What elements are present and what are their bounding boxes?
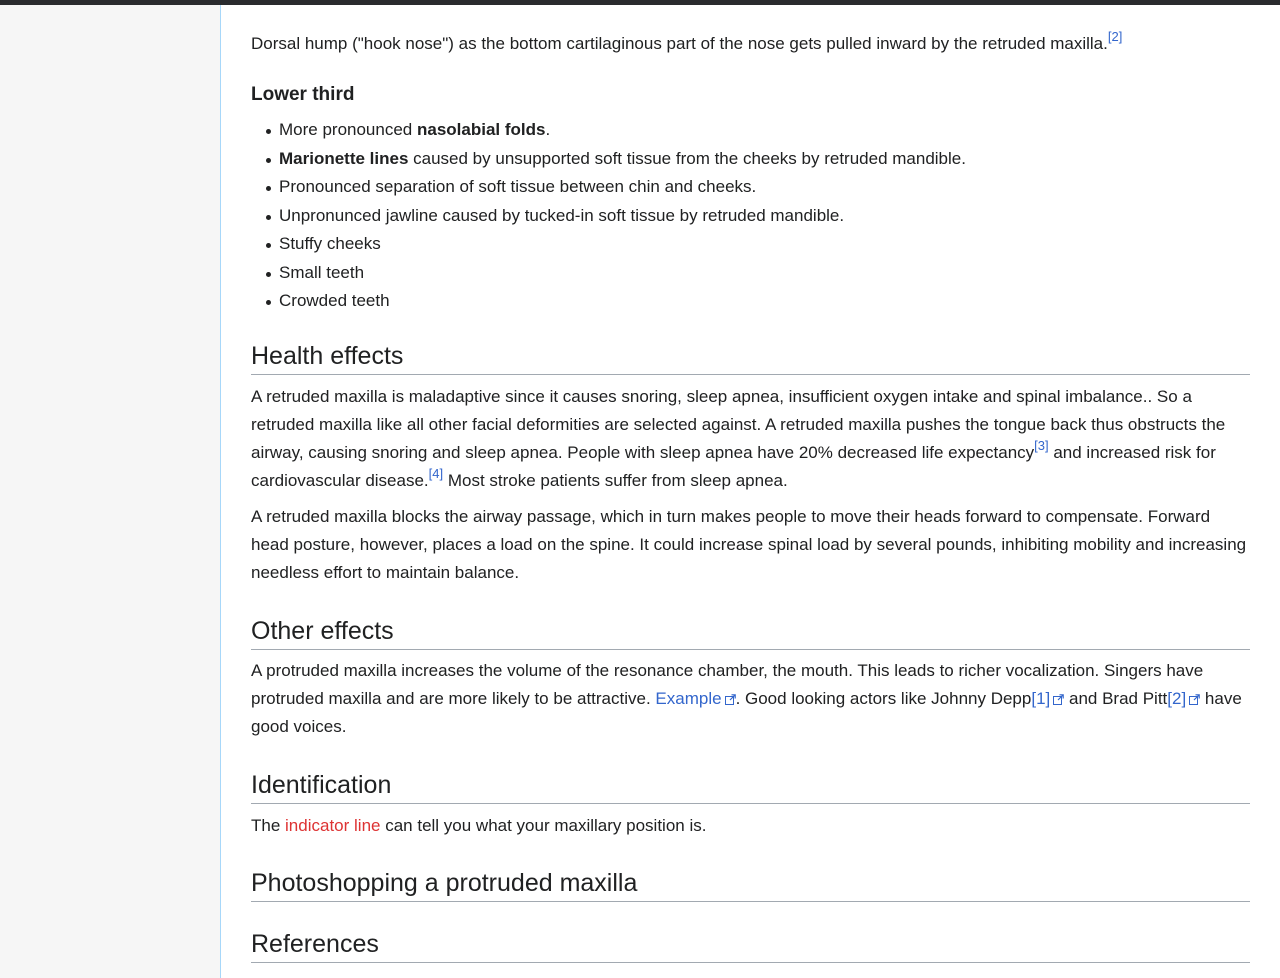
health-paragraph-2: A retruded maxilla blocks the airway passage, which in turn makes people to move their heads forward to compensate. Forward head posture, however, places a load on the spine. It could increase spinal load by several pounds, inhibiting mobility and increasing needless effort to maintain balance. bbox=[251, 507, 1247, 582]
health-paragraph-1: A retruded maxilla is maladaptive since it causes snoring, sleep apnea, insufficient oxygen intake and spinal imbalance.. So a retruded maxilla like all other facial deformities are selected against. A retruded maxilla pushes the tongue back thus obstructs the airway, causing snoring and sleep apnea. People with sleep apnea have 20% decreased life expectancy[3] and increased risk for cardiovascular disease.[4] Most stroke patients suffer from sleep apnea. bbox=[251, 387, 1226, 490]
list-item: Marionette lines caused by unsupported soft tissue from the cheeks by retruded mandible. bbox=[251, 145, 966, 174]
list-item: Pronounced separation of soft tissue between chin and cheeks. bbox=[251, 173, 966, 202]
sidebar bbox=[0, 5, 220, 978]
indicator-line-link[interactable]: indicator line bbox=[285, 816, 381, 835]
brad-pitt-link[interactable]: [2] bbox=[1167, 689, 1187, 708]
other-effects-heading: Other effects bbox=[251, 614, 1250, 650]
citation-3[interactable]: [3] bbox=[1034, 438, 1049, 453]
list-item: Crowded teeth bbox=[251, 287, 966, 316]
list-item: Unpronunced jawline caused by tucked-in soft tissue by retruded mandible. bbox=[251, 202, 966, 231]
external-link-icon bbox=[1189, 694, 1200, 705]
identification-heading: Identification bbox=[251, 768, 1250, 804]
example-link[interactable]: Example bbox=[655, 689, 722, 708]
citation-2[interactable]: [2] bbox=[1107, 29, 1123, 44]
identification-paragraph: The indicator line can tell you what your maxillary position is. bbox=[251, 816, 707, 835]
health-effects-heading: Health effects bbox=[251, 339, 1250, 375]
dorsal-text: Dorsal hump ("hook nose") as the bottom cartilaginous part of the nose gets pulled inward by the retruded maxilla. bbox=[251, 34, 1108, 53]
list-item: Small teeth bbox=[251, 259, 966, 288]
lower-third-heading: Lower third bbox=[251, 84, 355, 105]
list-item: More pronounced nasolabial folds. bbox=[251, 116, 966, 145]
other-effects-paragraph: A protruded maxilla increases the volume of the resonance chamber, the mouth. This leads to richer vocalization. Singers have protruded maxilla and are more likely to be attractive. Example . Good looking actors like Johnny Depp[1] and Brad Pitt[2] have good voices. bbox=[251, 661, 1242, 736]
list-item: Stuffy cheeks bbox=[251, 230, 966, 259]
references-heading: References bbox=[251, 927, 1250, 963]
photoshopping-heading: Photoshopping a protruded maxilla bbox=[251, 866, 1250, 902]
johnny-depp-link[interactable]: [1] bbox=[1031, 689, 1051, 708]
dorsal-hump-paragraph bbox=[251, 30, 1122, 58]
lower-third-list bbox=[251, 116, 966, 316]
article-content bbox=[220, 5, 1280, 978]
external-link-icon bbox=[1053, 694, 1064, 705]
citation-4[interactable]: [4] bbox=[428, 466, 444, 481]
external-link-icon bbox=[725, 694, 736, 705]
